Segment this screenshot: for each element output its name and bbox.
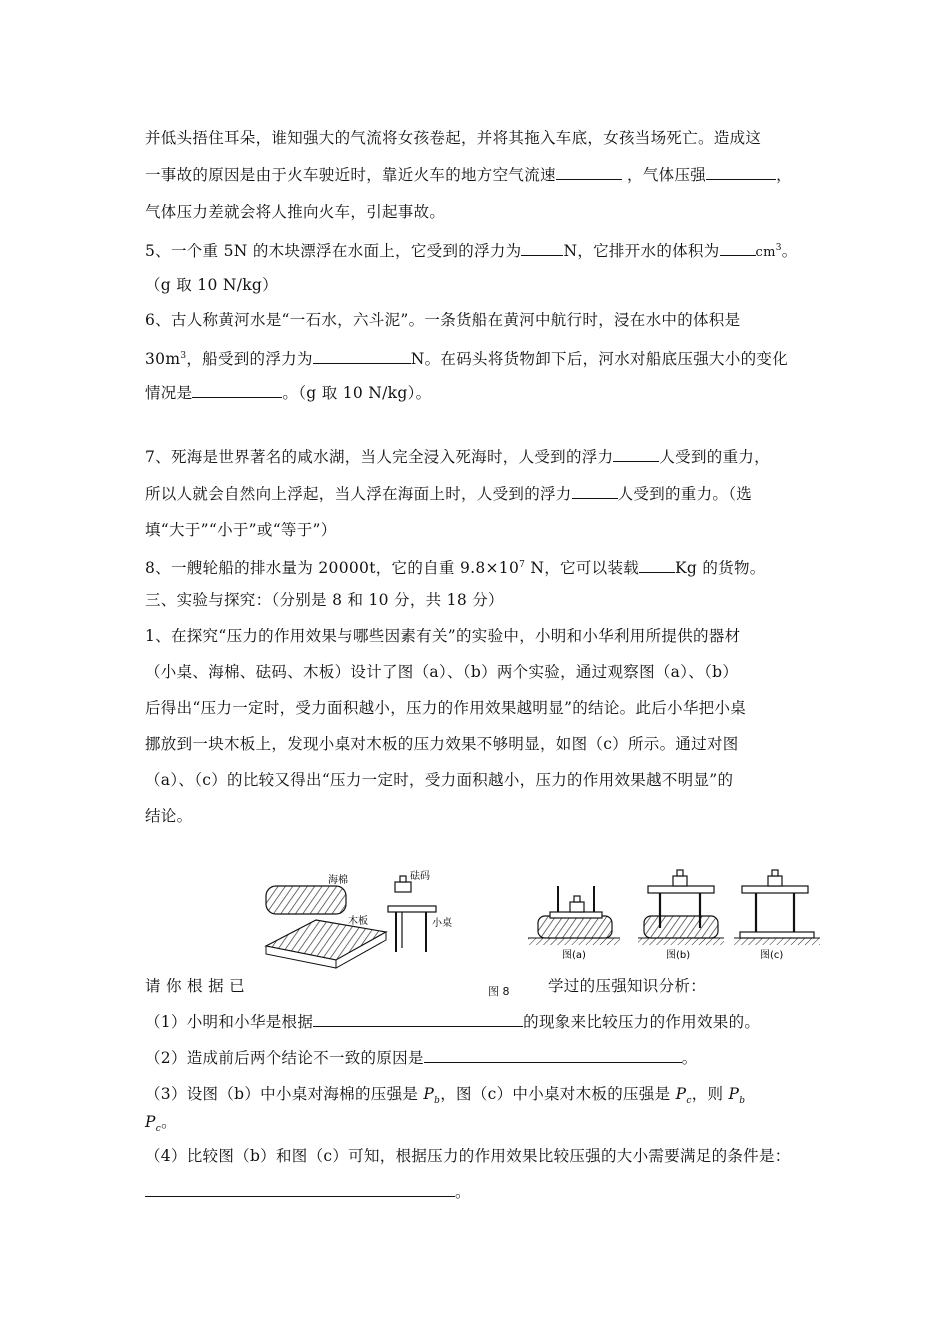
sub3-text-b: ，图（c）中小桌对木板的压强是 [440, 1085, 676, 1103]
figure-apparatus [258, 862, 458, 972]
q5-blank-volume[interactable] [720, 241, 756, 256]
sub4-blank[interactable] [145, 1182, 455, 1197]
sub1-blank[interactable] [313, 1012, 523, 1027]
q8-text-c: Kg 的货物。 [675, 559, 766, 578]
q6-line3 [145, 383, 431, 403]
q7-text-b: 人受到的重力， [659, 448, 770, 466]
sub3-line1 [145, 1084, 745, 1111]
q8-text-a: 8、一艘轮船的排水量为 20000t，它的自重 9.8×10 [145, 559, 520, 578]
q4-blank-pressure[interactable] [706, 165, 776, 180]
q7-line1 [145, 447, 770, 467]
sponge-shape [266, 886, 346, 914]
sub4-line1: （4）比较图（b）和图（c）可知，根据压力的作用效果比较压强的大小需要满足的条件是： [145, 1147, 791, 1165]
exp1-line4: 挪放到一块木板上，发现小桌对木板的压力效果不够明显，如图（c）所示。通过对图 [145, 735, 739, 753]
sub1-text-b: 的现象来比较压力的作用效果的。 [523, 1013, 761, 1031]
figure-b [638, 870, 724, 961]
q6-text-e: 。（g 取 10 N/kg）。 [282, 384, 432, 402]
q7-text-a: 7、死海是世界著名的咸水湖，当人完全浸入死海时，人受到的浮力 [145, 448, 614, 466]
q5-unit: cm [755, 245, 776, 261]
exp1-line3: 后得出“压力一定时，受力面积越小，压力的作用效果越明显”的结论。此后小华把小桌 [145, 699, 747, 717]
sub3-pb-sub: b [434, 1096, 441, 1107]
label-sponge: 海棉 [328, 875, 348, 886]
sub4-end: 。 [455, 1183, 471, 1201]
q7-blank-2[interactable] [572, 484, 618, 499]
figure-number: 图 8 [488, 985, 510, 998]
sub2-text-b: 。 [681, 1049, 698, 1067]
q6-text-b: ，船受到的浮力为 [186, 350, 313, 369]
exp1-line5: （a）、（c）的比较又得出“压力一定时，受力面积越小，压力的作用效果越不明显”的 [145, 771, 734, 789]
q8-text-b: N，它可以装载 [525, 559, 640, 578]
weight-shape [395, 876, 411, 892]
q8-line [145, 555, 766, 578]
sub3-end: 。 [161, 1113, 177, 1131]
q6-blank-change[interactable] [192, 383, 282, 398]
q5-blank-buoyancy[interactable] [521, 241, 563, 256]
q6-line1: 6、古人称黄河水是“一石水，六斗泥”。一条货船在黄河中航行时，浸在水中的体积是 [145, 311, 741, 329]
q6-volume: 30m [145, 350, 181, 369]
q7-line2 [145, 484, 752, 504]
sub3-pb: P [423, 1085, 435, 1103]
sub3-text-c: ，则 [691, 1085, 729, 1103]
q5-text-b: N，它排开水的体积为 [563, 242, 720, 261]
board-shape [266, 920, 386, 968]
q5-line1: 5、一个重 5N 的木块漂浮在水面上，它受到的浮力为 N，它排开水的体积为 $cm^3$。 [145, 242, 798, 261]
sub3-pc-sub: c [686, 1096, 692, 1107]
q5-end: 。 [781, 242, 798, 261]
q4-line2: 一事故的原因是由于火车驶近时，靠近火车的地方空气流速 ，气体压强 ， [145, 166, 792, 184]
q4-line3: 气体压力差就会将人推向火车，引起事故。 [145, 203, 446, 221]
q6-text-c: N。在码头将货物卸下后，河水对船底压强大小的变化 [410, 350, 789, 369]
sub3-pb2: P [728, 1085, 740, 1103]
after-fig-right: 学过的压强知识分析： [548, 977, 707, 995]
q4-line2-text: 一事故的原因是由于火车驶近时，靠近火车的地方空气流速 [145, 166, 556, 184]
exp1-line2: （小桌、海棉、砝码、木板）设计了图（a）、（b）两个实验，通过观察图（a）、（b） [145, 663, 739, 681]
q7-line3: 填“大于”“小于”或“等于”） [145, 521, 337, 539]
q7-text-c: 所以人就会自然向上浮起，当人浮在海面上时，人受到的浮力 [145, 485, 572, 503]
q5-text-a: 5、一个重 5N 的木块漂浮在水面上，它受到的浮力为 [145, 242, 522, 261]
sub1-text-a: （1）小明和小华是根据 [145, 1013, 314, 1031]
figure-abc [520, 862, 830, 964]
sub2-line [145, 1048, 698, 1068]
section3-heading: 三、实验与探究：（分别是 8 和 10 分，共 18 分） [145, 591, 504, 609]
q5-line2: （g 取 10 N/kg） [145, 276, 278, 294]
q6-line2: $30m^3$，船受到的浮力为 N。在码头将货物卸下后，河水对船底压强大小的变化 [145, 350, 789, 369]
caption-b: 图(b) [666, 950, 691, 961]
q6-text-d: 情况是 [145, 384, 193, 402]
q7-text-d: 人受到的重力。（选 [617, 485, 753, 503]
table-shape [388, 906, 436, 952]
exp1-line6: 结论。 [145, 807, 193, 825]
figure-c [734, 870, 820, 961]
exp1-line1: 1、在探究“压力的作用效果与哪些因素有关”的实验中，小明和小华利用所提供的器材 [145, 627, 741, 645]
q8-exponent: 7 [519, 560, 526, 570]
label-weight: 砝码 [410, 871, 430, 882]
sub2-blank[interactable] [424, 1048, 682, 1063]
q4-line1: 并低头捂住耳朵，谁知强大的气流将女孩卷起，并将其拖入车底，女孩当场死亡。造成这 [145, 129, 762, 147]
sub2-text-a: （2）造成前后两个结论不一致的原因是 [145, 1049, 424, 1067]
q4-line2-text-b: ，气体压强 [627, 166, 707, 184]
sub3-pc2: P [145, 1113, 156, 1131]
caption-c: 图(c) [760, 950, 784, 961]
sub3-line2 [145, 1112, 177, 1139]
sub3-pc2-sub: c [155, 1124, 162, 1135]
label-table: 小桌 [432, 918, 452, 929]
q4-blank-flow-speed[interactable] [556, 165, 622, 180]
sub3-text-a: （3）设图（b）中小桌对海棉的压强是 [145, 1085, 424, 1103]
sub4-line2 [145, 1182, 471, 1202]
q7-blank-1[interactable] [613, 447, 659, 462]
sub3-pb2-sub: b [739, 1096, 746, 1107]
after-fig-left: 请 你 根 据 已 [145, 977, 245, 995]
q8-blank-cargo[interactable] [639, 558, 675, 573]
label-board: 木板 [348, 916, 368, 927]
sub3-pc: P [675, 1085, 687, 1103]
sub1-line [145, 1012, 760, 1032]
q6-blank-buoyancy[interactable] [313, 349, 411, 364]
figure-a [528, 886, 620, 961]
caption-a: 图(a) [562, 950, 586, 961]
